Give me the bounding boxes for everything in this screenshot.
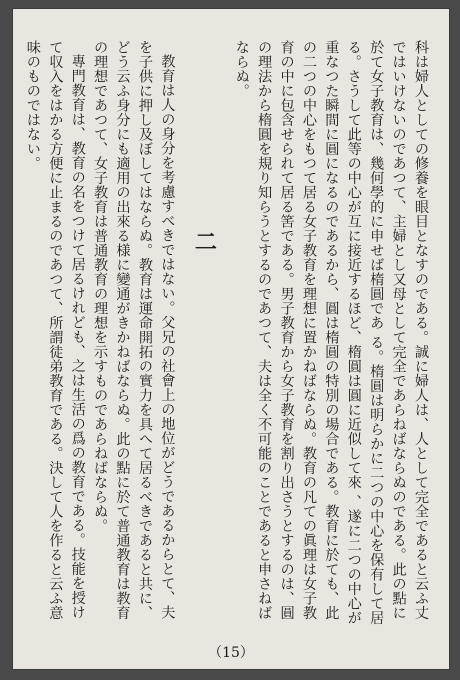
paragraph-professional-education: 專門教育は、教育の名をつけて居るけれども、之は生活の爲の教育である。技能を授けて収入をはかる方便に止まるのであつて、所謂徒弟教育である。決して人を作ると云ふ意味のものではない。 [24, 40, 86, 620]
paragraph-women-education: 科は婦人としての修養を眼目となすのである。誠に婦人は、人として完全であると云ふ丈ではいけないのであつて、主婦とし又母として完全であらねばならぬのである。此の點に於て女子教育は、幾何學的に申せば楕圓であ る。楕圓は明らかに二つの中心を保有して居る。さうして此等の中心が互に接近するほど、楕圓は圓に近似して來 、遂に二つの中心が重なつた瞬間に圓になるのであるから、圓は楕圓の特別の場合である。教育に於ても、此の二つの中心をもつて居る女子教育を理想に置かねばならぬ。教育の凡ての眞理は女子教育の中に包含せられて居る筈である。男子教育から女子教育を割り出さうとするのは、圓の理法から楕圓を規り知らうとするのであつて、夫は全く不可能のことであると申さねばならぬ。 [233, 40, 429, 625]
paragraph-general-education: 教育は人の身分を考慮すべきではない。父兄の社會上の地位がどうであるからとて、夫を子供に押し及ぼしてはならぬ。教育は運命開拓の實力を具へて居るべきであると共に、どう云ふ身分にも適用の出來る様に變通がきかねばならぬ。此の點に於て普通教育は教育の理想であつて、女子教育は普通教育の理想を示すものであらねばならぬ。 [92, 40, 176, 620]
section-heading: 二 [191, 230, 218, 252]
vertical-text-body [24, 40, 432, 630]
page-number: （15） [208, 645, 254, 661]
book-page [12, 8, 450, 670]
